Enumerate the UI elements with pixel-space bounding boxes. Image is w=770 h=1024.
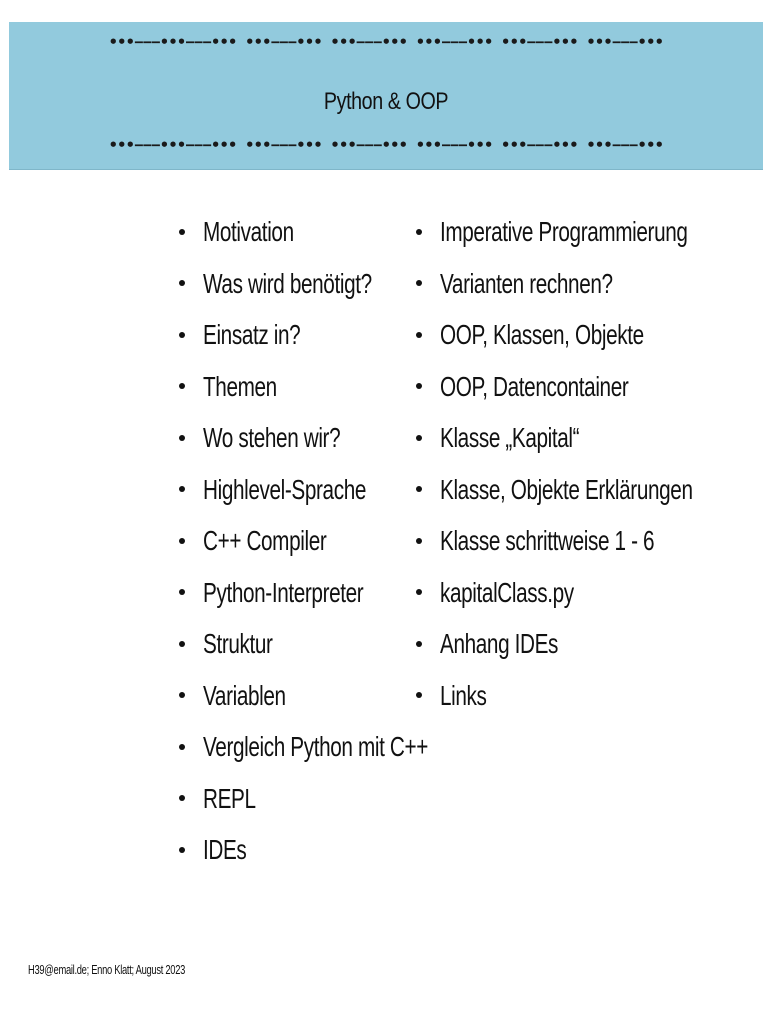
bullet-icon [179, 383, 185, 389]
list-item: kapitalClass.py [409, 567, 749, 619]
bullet-icon [416, 538, 422, 544]
bullet-icon [416, 280, 422, 286]
topic-list-left [172, 206, 428, 876]
list-item: Highlevel-Sprache [172, 464, 402, 516]
list-item: Varianten rechnen? [409, 258, 749, 310]
bullet-icon [179, 486, 185, 492]
bullet-icon [179, 692, 185, 698]
list-item: Motivation [172, 206, 402, 258]
footer-credit: H39@email.de; Enno Klatt; August 2023 [28, 962, 186, 977]
bullet-icon [416, 692, 422, 698]
list-item: OOP, Klassen, Objekte [409, 309, 749, 361]
list-item: Struktur [172, 618, 402, 670]
bullet-icon [179, 641, 185, 647]
bullet-icon [416, 486, 422, 492]
bullet-icon [416, 332, 422, 338]
bullet-icon [179, 744, 185, 750]
bullet-icon [416, 641, 422, 647]
decorative-dashes-bottom: •••−−−•••−−−••• •••−−−••• •••−−−••• •••−−−••• •••−−−••• •••−−−••• [108, 136, 664, 154]
list-item: C++ Compiler [172, 515, 402, 567]
list-item: Vergleich Python mit C++ [172, 721, 402, 773]
page-title: Python & OOP [323, 88, 449, 115]
list-item: Einsatz in? [172, 309, 402, 361]
list-item: Klasse „Kapital“ [409, 412, 749, 464]
bullet-icon [179, 280, 185, 286]
list-item: Was wird benötigt? [172, 258, 402, 310]
list-item: IDEs [172, 824, 402, 876]
bullet-icon [179, 229, 185, 235]
bullet-icon [179, 538, 185, 544]
list-item: Variablen [172, 670, 402, 722]
list-item: Python-Interpreter [172, 567, 402, 619]
topic-list-right [409, 206, 749, 721]
list-item: Klasse schrittweise 1 - 6 [409, 515, 749, 567]
decorative-dashes-top: •••−−−•••−−−••• •••−−−••• •••−−−••• •••−−−••• •••−−−••• •••−−−••• [108, 33, 664, 51]
list-item: Anhang IDEs [409, 618, 749, 670]
bullet-icon [416, 435, 422, 441]
title-banner [9, 22, 763, 170]
bullet-icon [416, 383, 422, 389]
bullet-icon [179, 847, 185, 853]
list-item: REPL [172, 773, 402, 825]
bullet-icon [179, 332, 185, 338]
bullet-icon [179, 589, 185, 595]
list-item: Links [409, 670, 749, 722]
list-item: OOP, Datencontainer [409, 361, 749, 413]
list-item: Themen [172, 361, 402, 413]
bullet-icon [416, 589, 422, 595]
list-item: Imperative Programmierung [409, 206, 749, 258]
bullet-icon [179, 435, 185, 441]
list-item: Klasse, Objekte Erklärungen [409, 464, 749, 516]
list-item: Wo stehen wir? [172, 412, 402, 464]
bullet-icon [179, 795, 185, 801]
bullet-icon [416, 229, 422, 235]
